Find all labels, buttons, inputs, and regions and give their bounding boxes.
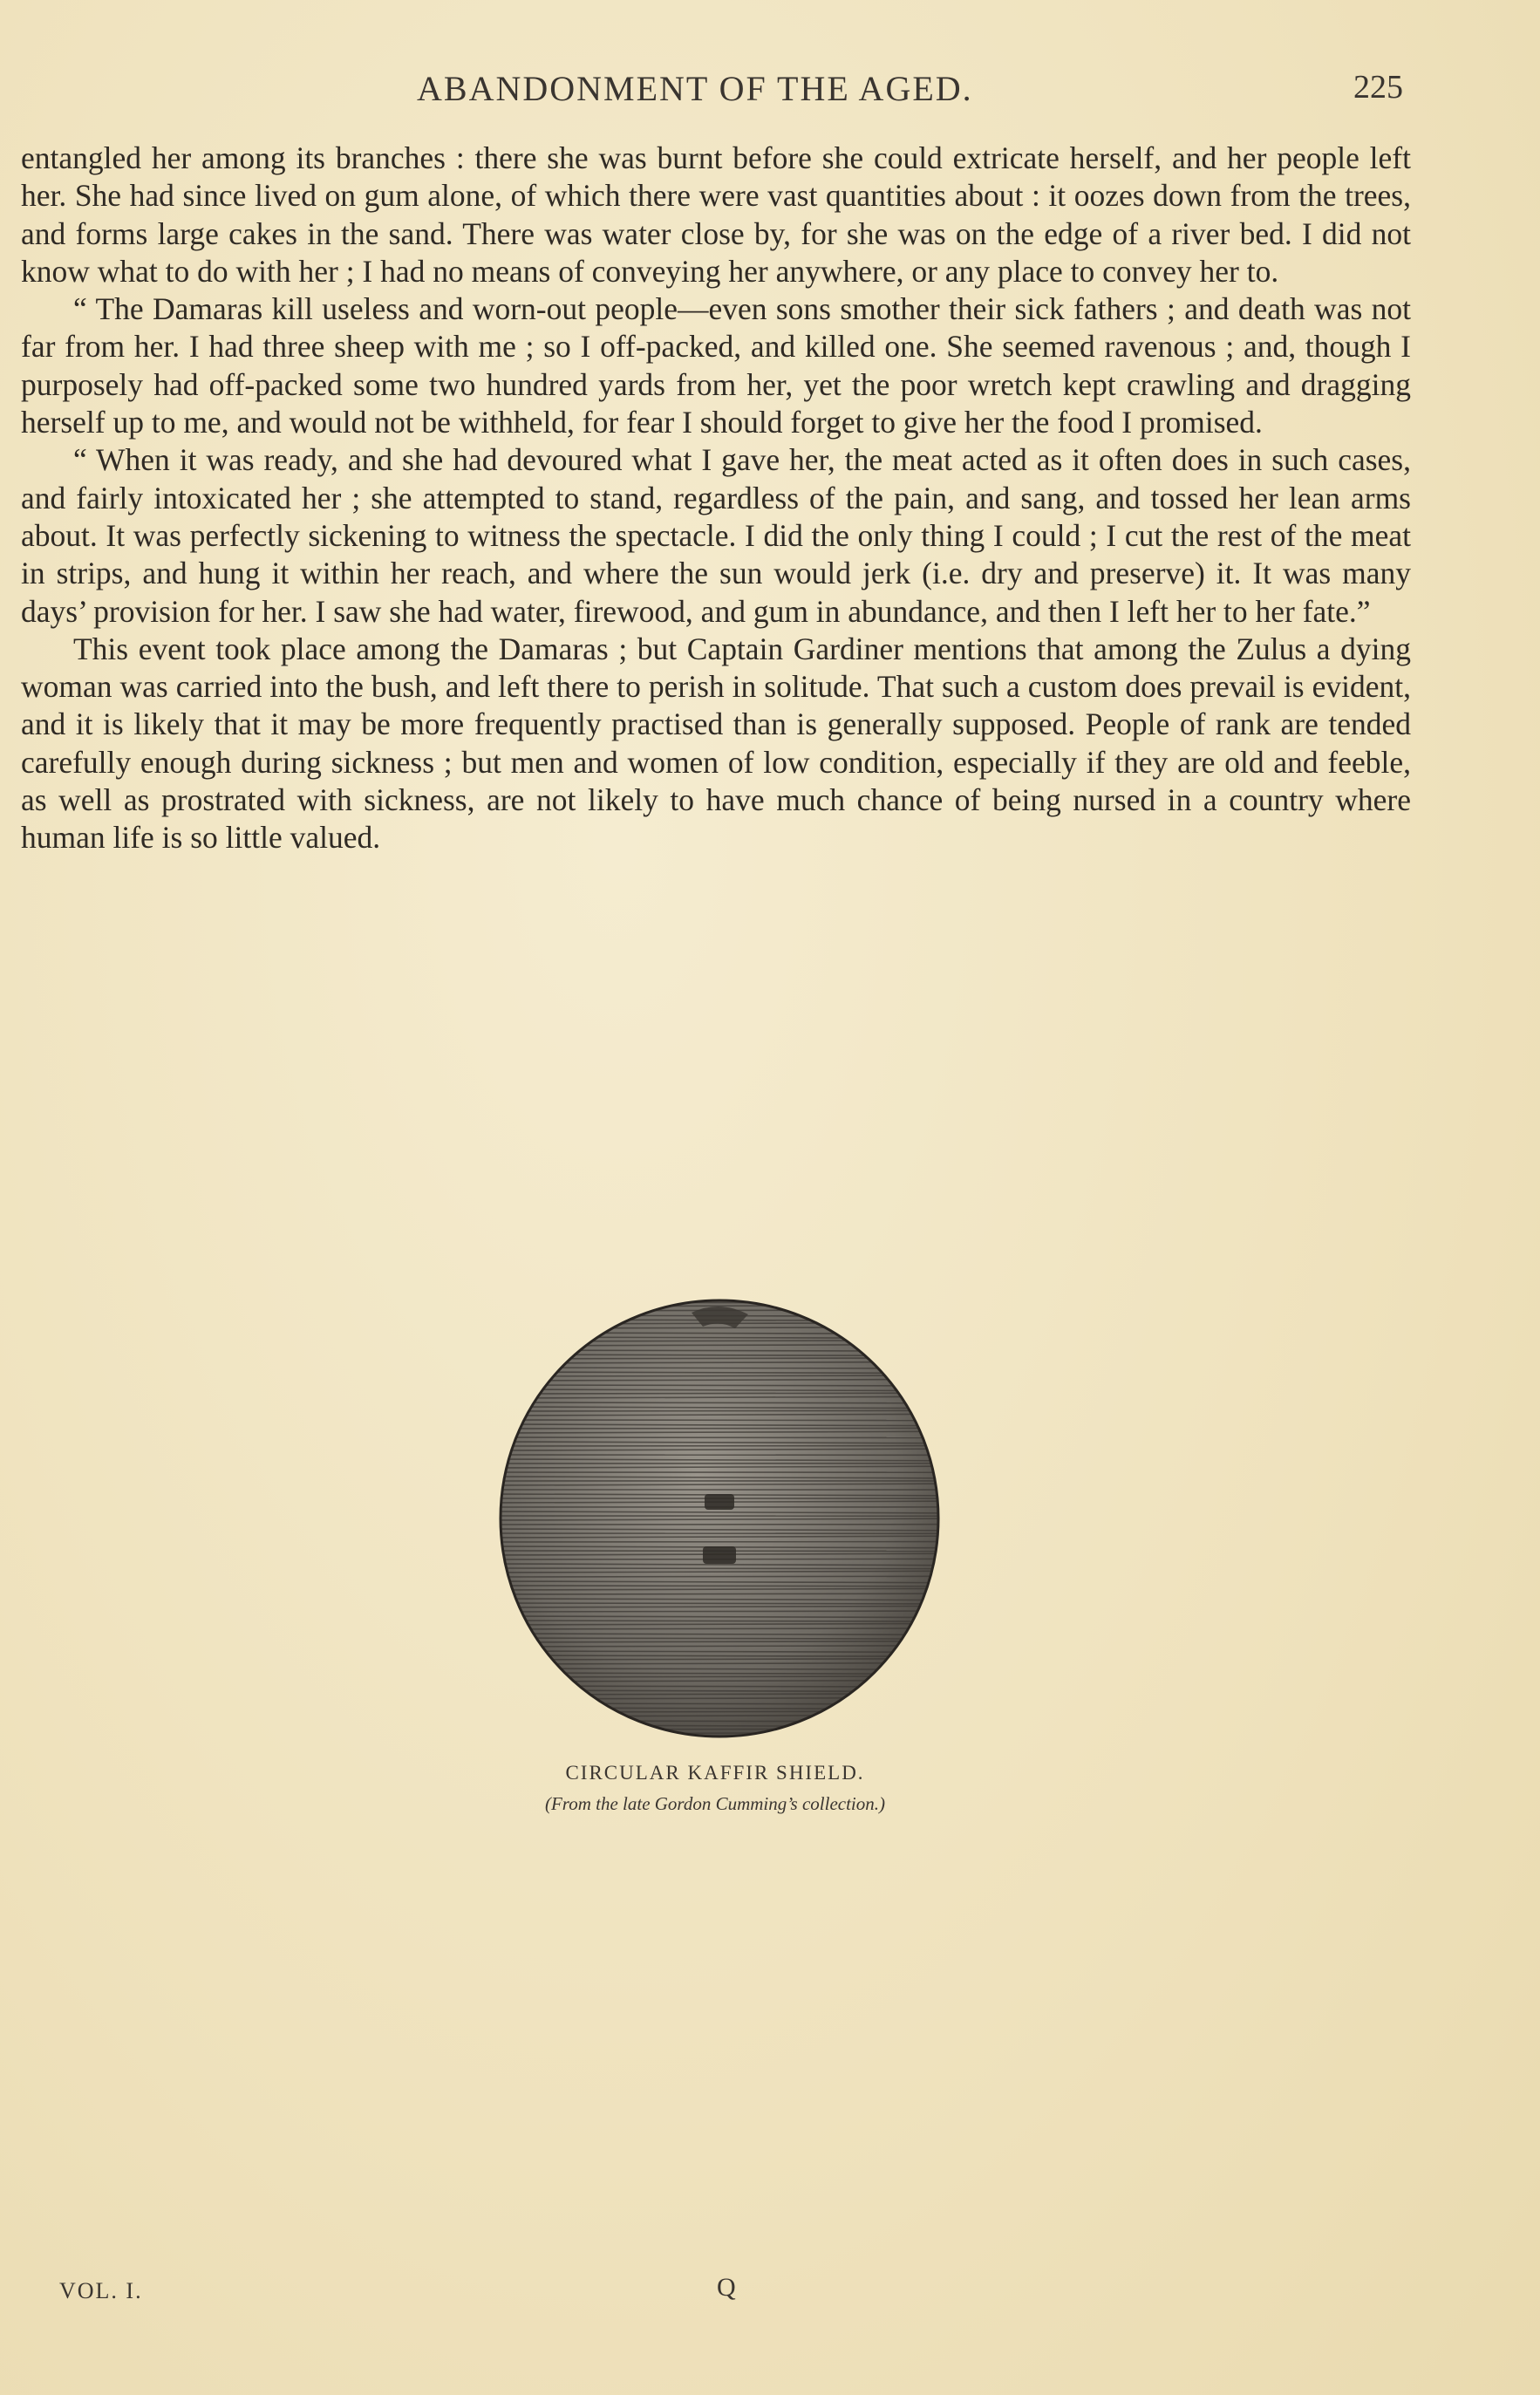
hatch-line	[495, 1673, 944, 1674]
hatch-line	[495, 1333, 944, 1334]
hatch-line	[495, 1628, 944, 1629]
running-head	[0, 68, 1540, 112]
signature-mark: Q	[717, 2273, 736, 2302]
hatch-line	[495, 1385, 944, 1386]
hatch-line	[495, 1350, 944, 1351]
hatch-line	[495, 1428, 944, 1429]
paragraph-1: entangled her among its branches : there she was burnt before she could extricate herself, and her people left her. She had since lived on gum alone, of which there were vast quantities about : it oozes down from the trees, and forms large cakes in the sand. There was water close by, for she was on the edge of a river bed. I did not know what to do with her ; I had no means of conveying her anywhere, or any place to convey her to.	[21, 140, 1411, 289]
paragraph-2: “ The Damaras kill useless and worn-out people—even sons smother their sick fathers ; and death was not far from her. I had three sheep with me ; so I off-packed, and killed one. She seemed ravenous ; and, though I purposely had off-packed some two hundred yards from her, yet the poor wretch kept crawling and dragging herself up to me, and would not be withheld, for fear I should forget to give her the food I promised.	[21, 291, 1411, 440]
hatch-line	[495, 1302, 944, 1303]
hatch-line	[495, 1611, 944, 1612]
paragraph-4: This event took place among the Damaras ; but Captain Gardiner mentions that among the Zulus a dying woman was carried into the bush, and left there to perish in solitude. That such a custom does prevail is evident, and it is likely that it may be more frequently practised than is generally supposed. People of rank are tended carefully enough during sickness ; but men and women of low condition, especially if they are old and feeble, as well as prostrated with sickness, are not likely to have much chance of being nursed in a country where human life is so little valued.	[21, 631, 1411, 856]
hatch-line	[495, 1703, 944, 1704]
hatch-line	[495, 1698, 944, 1699]
hatch-line	[495, 1358, 944, 1359]
shield-engraving	[495, 1295, 944, 1742]
hatch-line	[495, 1725, 944, 1727]
paragraph-3: “ When it was ready, and she had devoured what I gave her, the meat acted as it often does in such cases, and fairly intoxicated her ; she attempted to stand, regardless of the pain, and sang, and tossed her lean arms about. It was perfectly sickening to witness the spectacle. I did the only thing I could ; I cut the rest of the meat in strips, and hung it within her reach, and where the sun would jerk (i.e. dry and preserve) it. It was many days’ provision for her. I saw she had water, firewood, and gum in abundance, and then I left her to her fate.”	[21, 442, 1411, 629]
hatch-line	[495, 1393, 944, 1394]
hatch-line	[495, 1603, 944, 1604]
shield-boss-upper	[705, 1494, 734, 1510]
hatch-line	[495, 1402, 944, 1403]
hatch-line	[495, 1721, 944, 1722]
hatch-line	[495, 1337, 944, 1338]
hatch-line	[495, 1690, 944, 1691]
hatch-line	[495, 1738, 944, 1739]
body-text	[21, 140, 1411, 857]
hatch-line	[495, 1568, 944, 1569]
hatch-line	[495, 1694, 944, 1695]
hatch-line	[495, 1708, 944, 1709]
caption-source: (From the late Gordon Cumming’s collection.)	[544, 1793, 885, 1814]
hatch-line	[495, 1306, 944, 1307]
volume-mark: VOL. I.	[59, 2278, 143, 2303]
hatch-line	[495, 1420, 944, 1421]
hatch-line	[495, 1593, 944, 1594]
hatch-line	[495, 1732, 944, 1734]
hatch-line	[495, 1711, 944, 1712]
hatch-line	[495, 1362, 944, 1363]
hatch-line	[495, 1576, 944, 1577]
hatch-line	[495, 1354, 944, 1355]
shield-boss-lower	[703, 1546, 736, 1564]
hatch-line	[495, 1681, 944, 1682]
hatch-line	[495, 1729, 944, 1730]
running-title: ABANDONMENT OF THE AGED.	[417, 69, 973, 108]
caption-title: CIRCULAR KAFFIR SHIELD.	[565, 1762, 865, 1784]
hatch-line	[495, 1715, 944, 1716]
hatch-line	[495, 1686, 944, 1687]
page-number: 225	[1353, 69, 1403, 106]
hatch-line	[495, 1676, 944, 1677]
hatch-line	[495, 1375, 944, 1376]
hatch-line	[495, 1327, 944, 1328]
hatch-line	[495, 1345, 944, 1346]
hatch-line	[495, 1410, 944, 1411]
shield-illustration	[495, 1295, 944, 1742]
